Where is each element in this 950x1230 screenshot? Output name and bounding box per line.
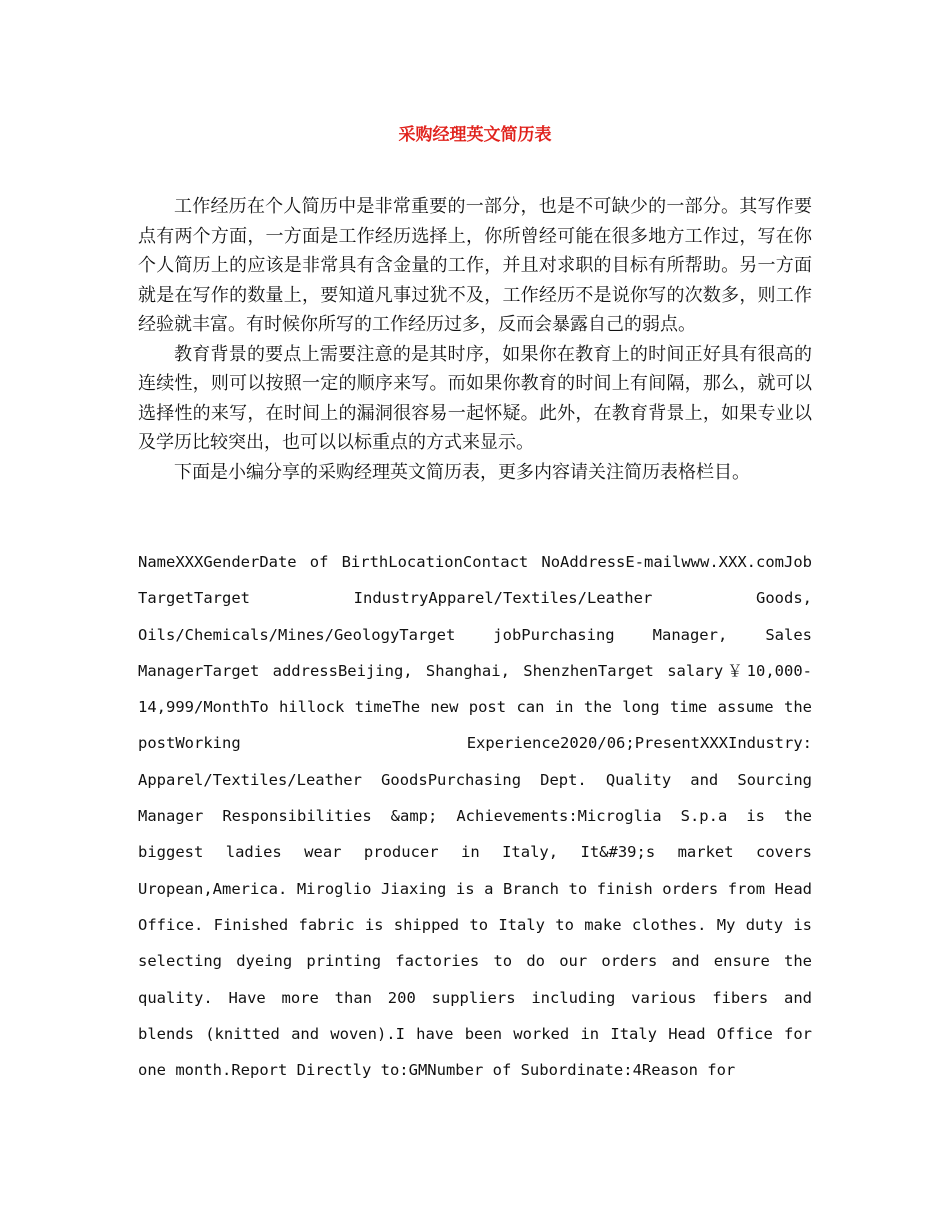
paragraph-education: 教育背景的要点上需要注意的是其时序，如果你在教育上的时间正好具有很高的连续性，则可以按照一定的顺序来写。而如果你教育的时间上有间隔，那么，就可以选择性的来写，在时间上的漏洞很容易一起怀疑。此外，在教育背景上，如果专业以及学历比较突出，也可以以标重点的方式来显示。 (138, 343, 812, 453)
intro-text (138, 192, 812, 487)
paragraph-work-experience: 工作经历在个人简历中是非常重要的一部分，也是不可缺少的一部分。其写作要点有两个方面，一方面是工作经历选择上，你所曾经可能在很多地方工作过，写在你个人简历上的应该是非常具有含金量的工作，并且对求职的目标有所帮助。另一方面就是在写作的数量上，要知道凡事过犹不及，工作经历不是说你写的次数多，则工作经验就丰富。有时候你所写的工作经历过多，反而会暴露自己的弱点。 (138, 196, 812, 335)
document-title: 采购经理英文简历表 (398, 125, 552, 145)
paragraph-intro-note: 下面是小编分享的采购经理英文简历表，更多内容请关注简历表格栏目。 (174, 461, 750, 483)
resume-content: NameXXXGenderDate of BirthLocationContact NoAddressE-mailwww.XXX.comJob TargetTarget IndustryApparel/Textiles/Leather Goods, Oils/Chemicals/Mines/GeologyTarget jobPurchasing Manager, Sales ManagerTarget addressBeijing, Shanghai, ShenzhenTarget salary￥10,000-14,999/MonthTo hillock timeThe new post can in the long time assume the postWorking Experience2020/06;PresentXXXIndustry: Apparel/Textiles/Leather GoodsPurchasing Dept. Quality and Sourcing Manager Responsibilities &amp; Achievements:Microglia S.p.a is the biggest ladies wear producer in Italy, It&#39;s market covers Uropean,America. Miroglio Jiaxing is a Branch to finish orders from Head Office. Finished fabric is shipped to Italy to make clothes. My duty is selecting dyeing printing factories to do our orders and ensure the quality. Have more than 200 suppliers including various fibers and blends (knitted and woven).I have been worked in Italy Head Office for one month.Report Directly to:GMNumber of Subordinate:4Reason for (138, 553, 812, 1080)
